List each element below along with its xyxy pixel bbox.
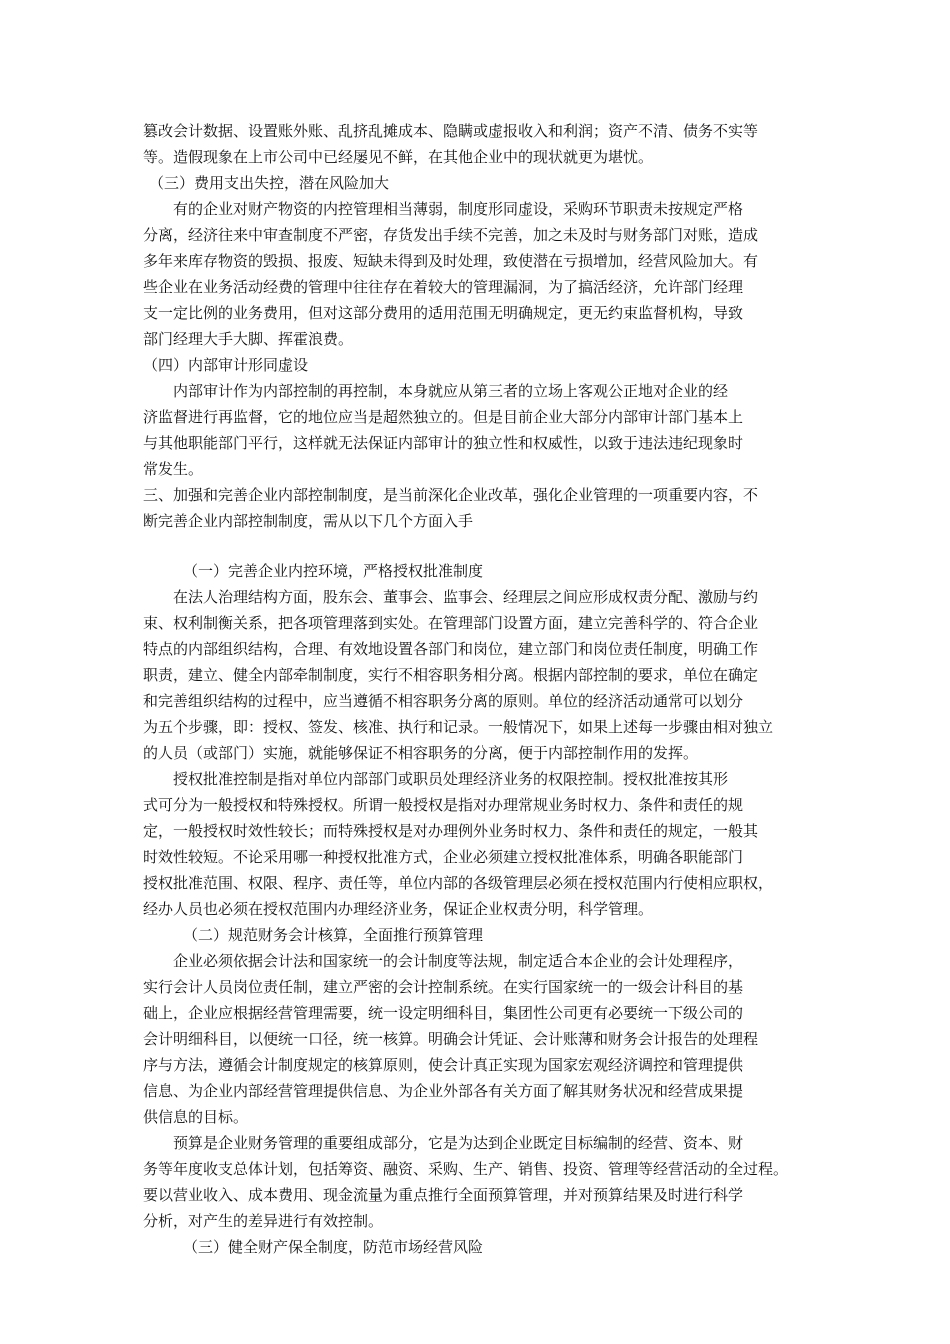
text-line: 授权批准范围、权限、程序、责任等，单位内部的各级管理层必须在授权范围内行使相应职权， <box>143 874 774 892</box>
paragraph <box>143 766 823 922</box>
text-line: 预算是企业财务管理的重要组成部分，它是为达到企业既定目标编制的经营、资本、财 <box>173 1134 744 1152</box>
text-line: 础上，企业应根据经营管理需要，统一设定明细科目，集团性公司更有必要统一下级公司的 <box>143 1004 744 1022</box>
text-line: 会计明细科目，以便统一口径，统一核算。明确会计凭证、会计账薄和财务会计报告的处理程 <box>143 1030 759 1048</box>
text-line: 时效性较短。不论采用哪一种授权批准方式，企业必须建立授权批准体系，明确各职能部门 <box>143 848 744 866</box>
text-line: 授权批准控制是指对单位内部部门或职员处理经济业务的权限控制。授权批准按其形 <box>173 770 729 788</box>
text-line: 和完善组织结构的过程中，应当遵循不相容职务分离的原则。单位的经济活动通常可以划分 <box>143 692 744 710</box>
document-body <box>143 118 823 1260</box>
text-line: （三）健全财产保全制度，防范市场经营风险 <box>183 1238 484 1256</box>
text-line: 束、权利制衡关系，把各项管理落到实处。在管理部门设置方面，建立完善科学的、符合企业 <box>143 614 759 632</box>
paragraph <box>143 1130 823 1234</box>
text-line: 篡改会计数据、设置账外账、乱挤乱摊成本、隐瞒或虚报收入和利润；资产不清、债务不实等 <box>143 122 759 140</box>
section-heading <box>143 352 823 378</box>
paragraph <box>143 948 823 1130</box>
text-line: （三）费用支出失控，潜在风险加大 <box>149 174 390 192</box>
text-line: 特点的内部组织结构，合理、有效地设置各部门和岗位，建立部门和岗位责任制度，明确工作 <box>143 640 759 658</box>
text-line: 式可分为一般授权和特殊授权。所谓一般授权是指对办理常规业务时权力、条件和责任的规 <box>143 796 744 814</box>
text-line: 常发生。 <box>143 460 204 478</box>
text-line: 实行会计人员岗位责任制，建立严密的会计控制系统。在实行国家统一的一级会计科目的基 <box>143 978 744 996</box>
section-heading <box>143 170 823 196</box>
text-line: 与其他职能部门平行，这样就无法保证内部审计的独立性和权威性，以致于违法违纪现象时 <box>143 434 744 452</box>
text-line: 定，一般授权时效性较长；而特殊授权是对办理例外业务时权力、条件和责任的规定，一般其 <box>143 822 759 840</box>
text-line: 多年来库存物资的毁损、报废、短缺未得到及时处理，致使潜在亏损增加，经营风险加大。有 <box>143 252 759 270</box>
section-heading <box>143 1234 823 1260</box>
text-line: 支一定比例的业务费用，但对这部分费用的适用范围无明确规定，更无约束监督机构，导致 <box>143 304 744 322</box>
text-line: 供信息的目标。 <box>143 1108 249 1126</box>
text-line: 分离，经济往来中审查制度不严密，存货发出手续不完善，加之未及时与财务部门对账，造成 <box>143 226 759 244</box>
text-line: 企业必须依据会计法和国家统一的会计制度等法规，制定适合本企业的会计处理程序， <box>173 952 744 970</box>
text-line: 部门经理大手大脚、挥霍浪费。 <box>143 330 354 348</box>
paragraph <box>143 584 823 766</box>
text-line: 要以营业收入、成本费用、现金流量为重点推行全面预算管理，并对预算结果及时进行科学 <box>143 1186 744 1204</box>
paragraph <box>143 118 823 170</box>
text-line: 职责，建立、健全内部牵制制度，实行不相容职务相分离。根据内部控制的要求，单位在确定 <box>143 666 759 684</box>
text-line: 序与方法，遵循会计制度规定的核算原则，使会计真正实现为国家宏观经济调控和管理提供 <box>143 1056 744 1074</box>
text-line: （四）内部审计形同虚设 <box>143 356 309 374</box>
text-line: 等。造假现象在上市公司中已经屡见不鲜，在其他企业中的现状就更为堪忧。 <box>143 148 654 166</box>
paragraph <box>143 378 823 482</box>
text-line: 经办人员也必须在授权范围内办理经济业务，保证企业权责分明，科学管理。 <box>143 900 654 918</box>
text-line: 内部审计作为内部控制的再控制，本身就应从第三者的立场上客观公正地对企业的经 <box>173 382 729 400</box>
text-line: 三、加强和完善企业内部控制制度，是当前深化企业改革，强化企业管理的一项重要内容，不 <box>143 486 759 504</box>
text-line: 分析，对产生的差异进行有效控制。 <box>143 1212 384 1230</box>
paragraph-spacer <box>143 534 823 558</box>
text-line: 在法人治理结构方面，股东会、董事会、监事会、经理层之间应形成权责分配、激励与约 <box>173 588 759 606</box>
text-line: 断完善企业内部控制制度，需从以下几个方面入手 <box>143 512 474 530</box>
text-line: 济监督进行再监督，它的地位应当是超然独立的。但是目前企业大部分内部审计部门基本上 <box>143 408 744 426</box>
text-line: 信息、为企业内部经营管理提供信息、为企业外部各有关方面了解其财务状况和经营成果提 <box>143 1082 744 1100</box>
section-heading <box>143 558 823 584</box>
text-line: 为五个步骤，即：授权、签发、核准、执行和记录。一般情况下，如果上述每一步骤由相对独立 <box>143 718 774 736</box>
paragraph <box>143 482 823 534</box>
text-line: 的人员（或部门）实施，就能够保证不相容职务的分离，便于内部控制作用的发挥。 <box>143 744 699 762</box>
paragraph <box>143 196 823 352</box>
text-line: （二）规范财务会计核算，全面推行预算管理 <box>183 926 484 944</box>
section-heading <box>143 922 823 948</box>
text-line: 有的企业对财产物资的内控管理相当薄弱，制度形同虚设，采购环节职责未按规定严格 <box>173 200 744 218</box>
text-line: 务等年度收支总体计划，包括筹资、融资、采购、生产、销售、投资、管理等经营活动的全过程。 <box>143 1160 789 1178</box>
text-line: （一）完善企业内控环境，严格授权批准制度 <box>183 562 484 580</box>
text-line: 些企业在业务活动经费的管理中往往存在着较大的管理漏洞，为了搞活经济，允许部门经理 <box>143 278 744 296</box>
